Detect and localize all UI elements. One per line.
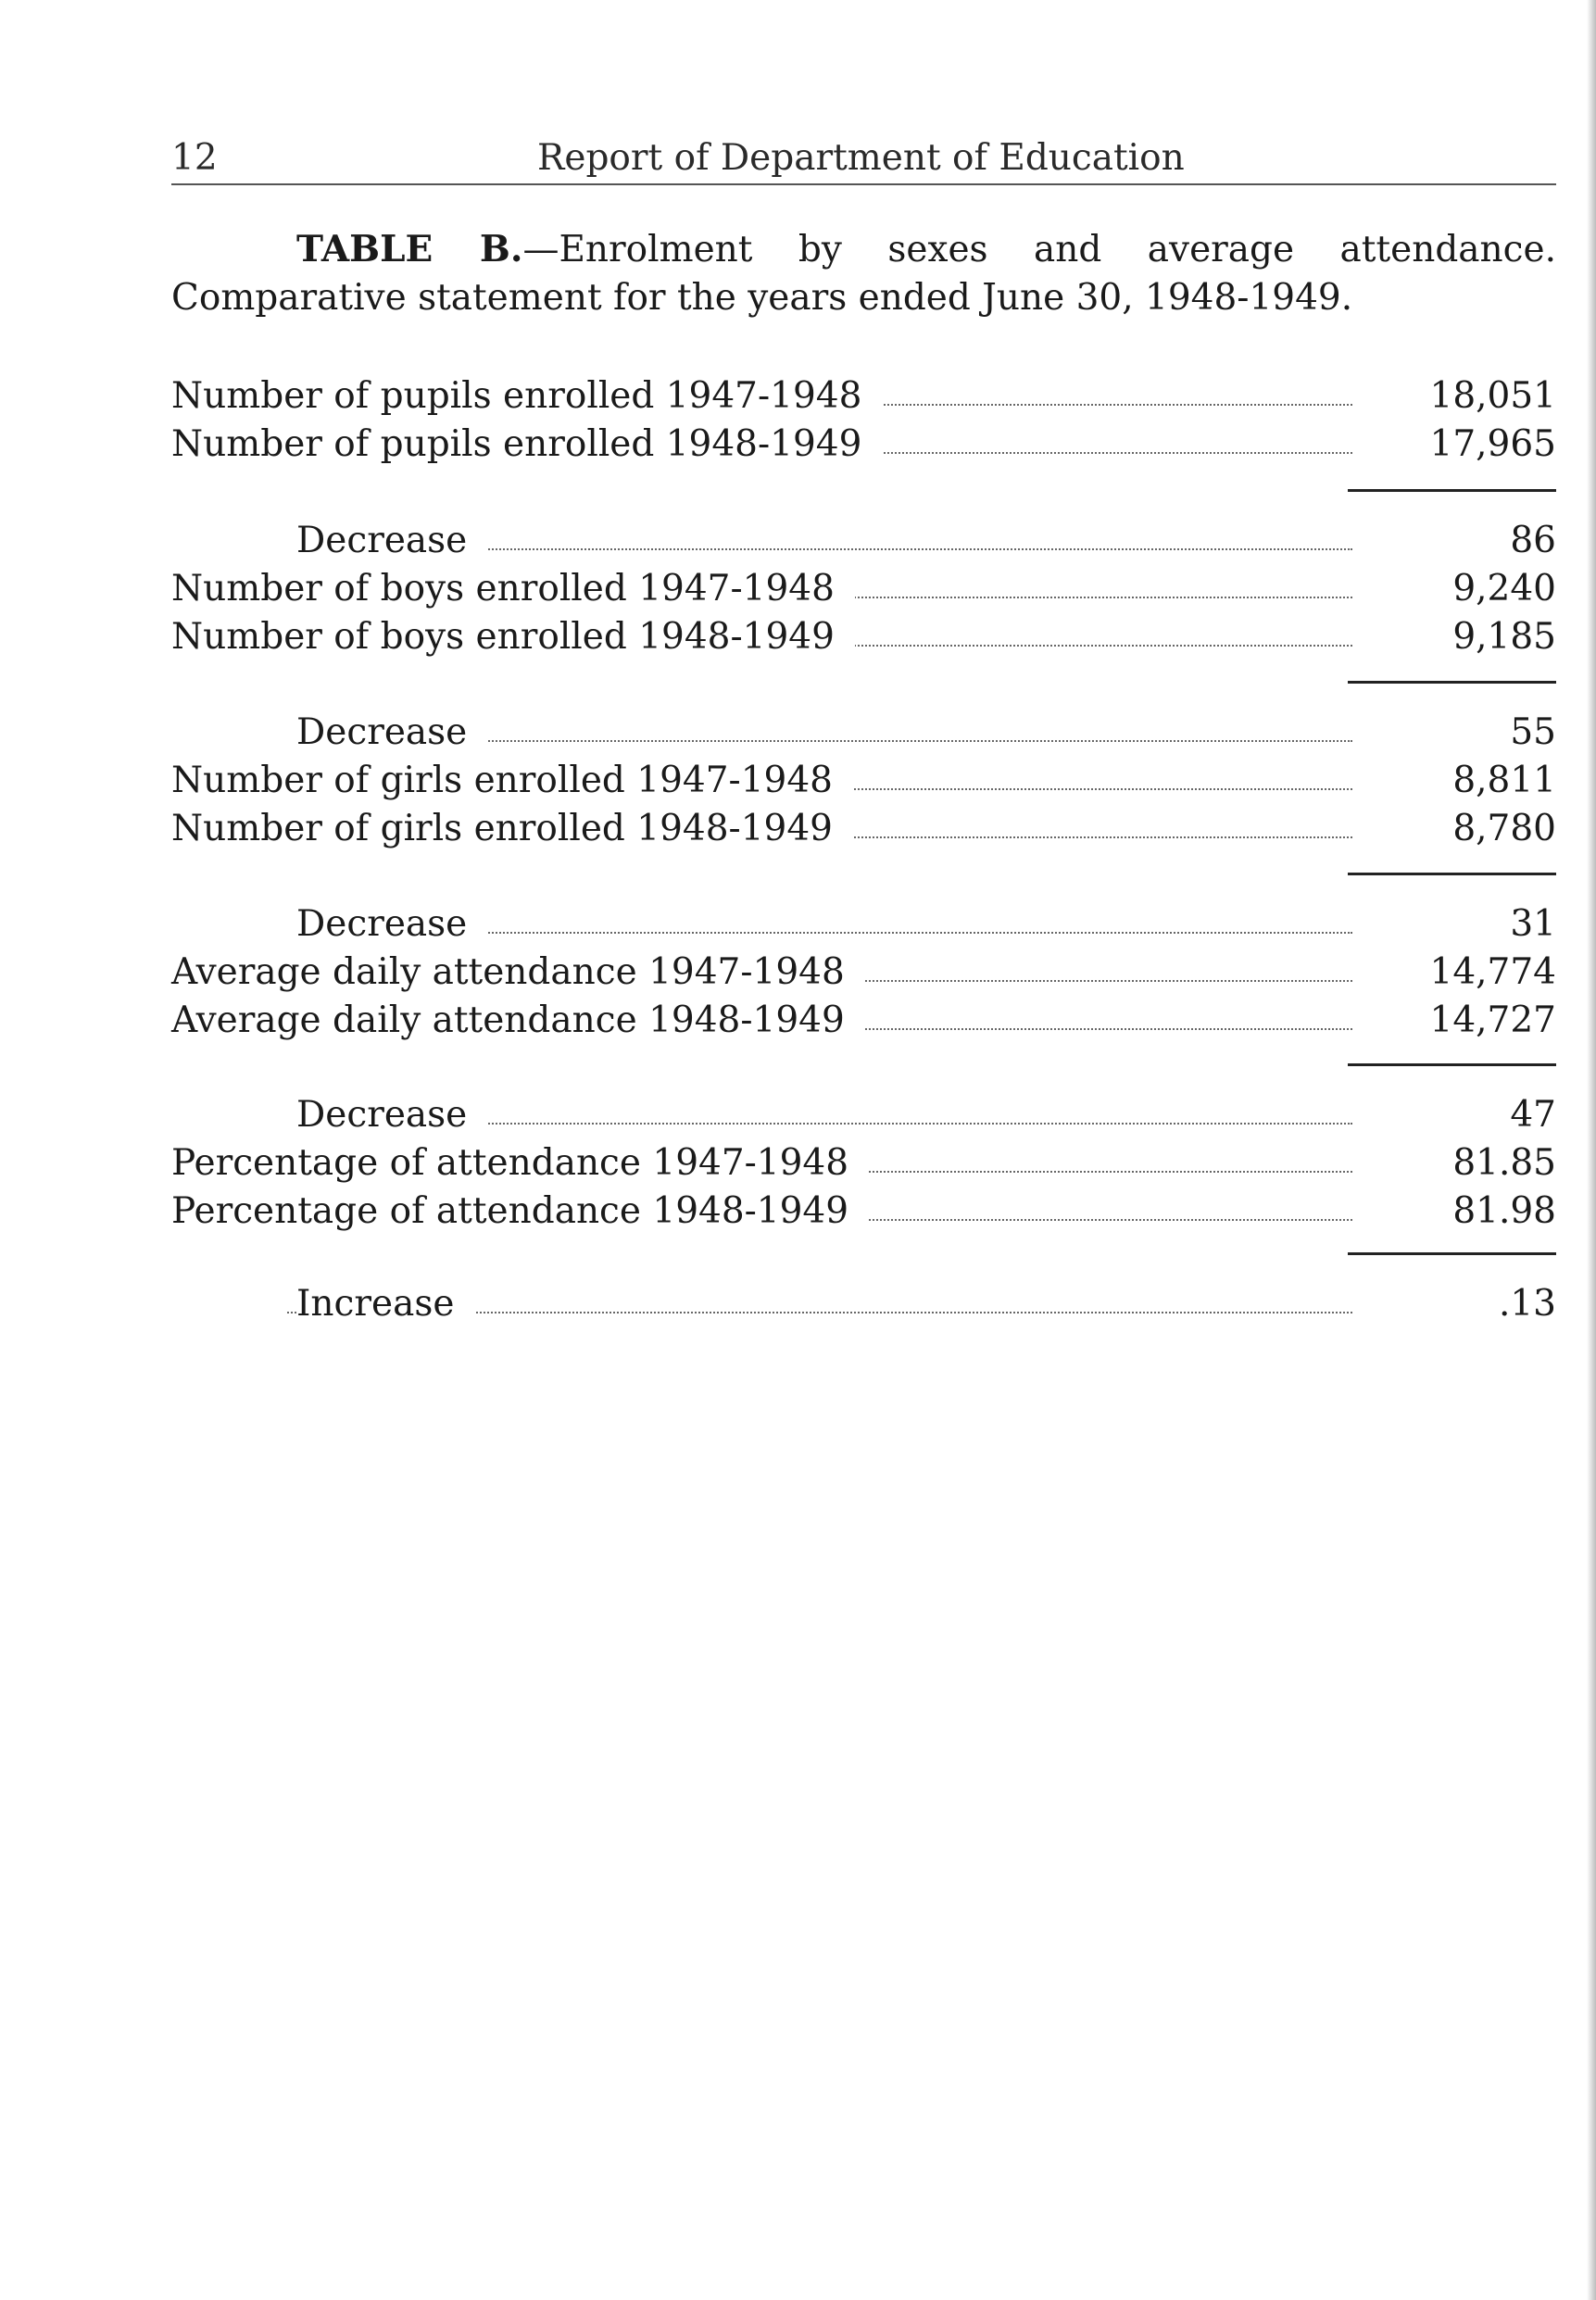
row-label: Number of girls enrolled 1948-1949 xyxy=(171,805,853,853)
row-value: 86 xyxy=(1510,520,1556,561)
row-label: Number of girls enrolled 1947-1948 xyxy=(171,757,853,805)
row-value: 14,727 xyxy=(1429,999,1556,1041)
row-value: 9,185 xyxy=(1452,616,1556,658)
row-label: Percentage of attendance 1948-1949 xyxy=(171,1188,869,1236)
row-label: Decrease xyxy=(296,900,487,949)
table-row xyxy=(171,805,1556,853)
total-rule xyxy=(1348,1252,1556,1255)
table-row-difference xyxy=(171,900,1556,949)
total-rule xyxy=(1348,873,1556,875)
row-label: Number of pupils enrolled 1948-1949 xyxy=(171,421,882,469)
row-label: Decrease xyxy=(296,709,487,757)
row-label: Percentage of attendance 1947-1948 xyxy=(171,1139,869,1188)
total-rule xyxy=(1348,1063,1556,1066)
row-value: 17,965 xyxy=(1429,423,1556,465)
row-value: 81.85 xyxy=(1452,1142,1556,1184)
row-label: Decrease xyxy=(296,1091,487,1139)
row-label: Number of boys enrolled 1948-1949 xyxy=(171,613,855,661)
row-value: 9,240 xyxy=(1452,568,1556,610)
row-label: Average daily attendance 1947-1948 xyxy=(171,949,865,997)
row-value: .13 xyxy=(1498,1283,1556,1325)
report-title: Report of Department of Education xyxy=(537,137,1185,179)
row-label: Decrease xyxy=(296,517,487,565)
total-rule xyxy=(1348,681,1556,684)
row-label: Number of pupils enrolled 1947-1948 xyxy=(171,372,882,421)
row-value: 8,780 xyxy=(1452,808,1556,849)
table-row-difference xyxy=(171,1091,1556,1139)
table-row xyxy=(171,949,1556,997)
table-row-difference xyxy=(171,1280,1556,1328)
table-row xyxy=(171,1188,1556,1236)
running-head xyxy=(171,130,1556,187)
table-row xyxy=(171,997,1556,1045)
table-row xyxy=(171,757,1556,805)
row-value: 14,774 xyxy=(1429,951,1556,993)
table-caption xyxy=(171,225,1556,322)
table-row xyxy=(171,421,1556,469)
row-label: Number of boys enrolled 1947-1948 xyxy=(171,565,855,613)
table-row xyxy=(171,1139,1556,1188)
page-number: 12 xyxy=(171,137,218,179)
table-row xyxy=(171,372,1556,421)
row-value: 47 xyxy=(1510,1094,1556,1136)
table-label: TABLE B. xyxy=(296,228,523,270)
header-rule xyxy=(171,183,1556,185)
total-rule xyxy=(1348,489,1556,492)
row-value: 55 xyxy=(1510,711,1556,753)
table-caption-text: —Enrolment by sexes and average attendance. Comparative statement for the years ended June 30, 1948-1949. xyxy=(171,229,1556,319)
row-value: 18,051 xyxy=(1429,375,1556,417)
page-edge-shadow xyxy=(1587,0,1596,2300)
table-row xyxy=(171,613,1556,661)
row-value: 31 xyxy=(1510,903,1556,945)
table-row-difference xyxy=(171,517,1556,565)
row-value: 8,811 xyxy=(1452,760,1556,801)
row-label: Increase xyxy=(296,1280,474,1328)
table-row-difference xyxy=(171,709,1556,757)
row-value: 81.98 xyxy=(1452,1190,1556,1232)
row-label: Average daily attendance 1948-1949 xyxy=(171,997,865,1045)
table-row xyxy=(171,565,1556,613)
